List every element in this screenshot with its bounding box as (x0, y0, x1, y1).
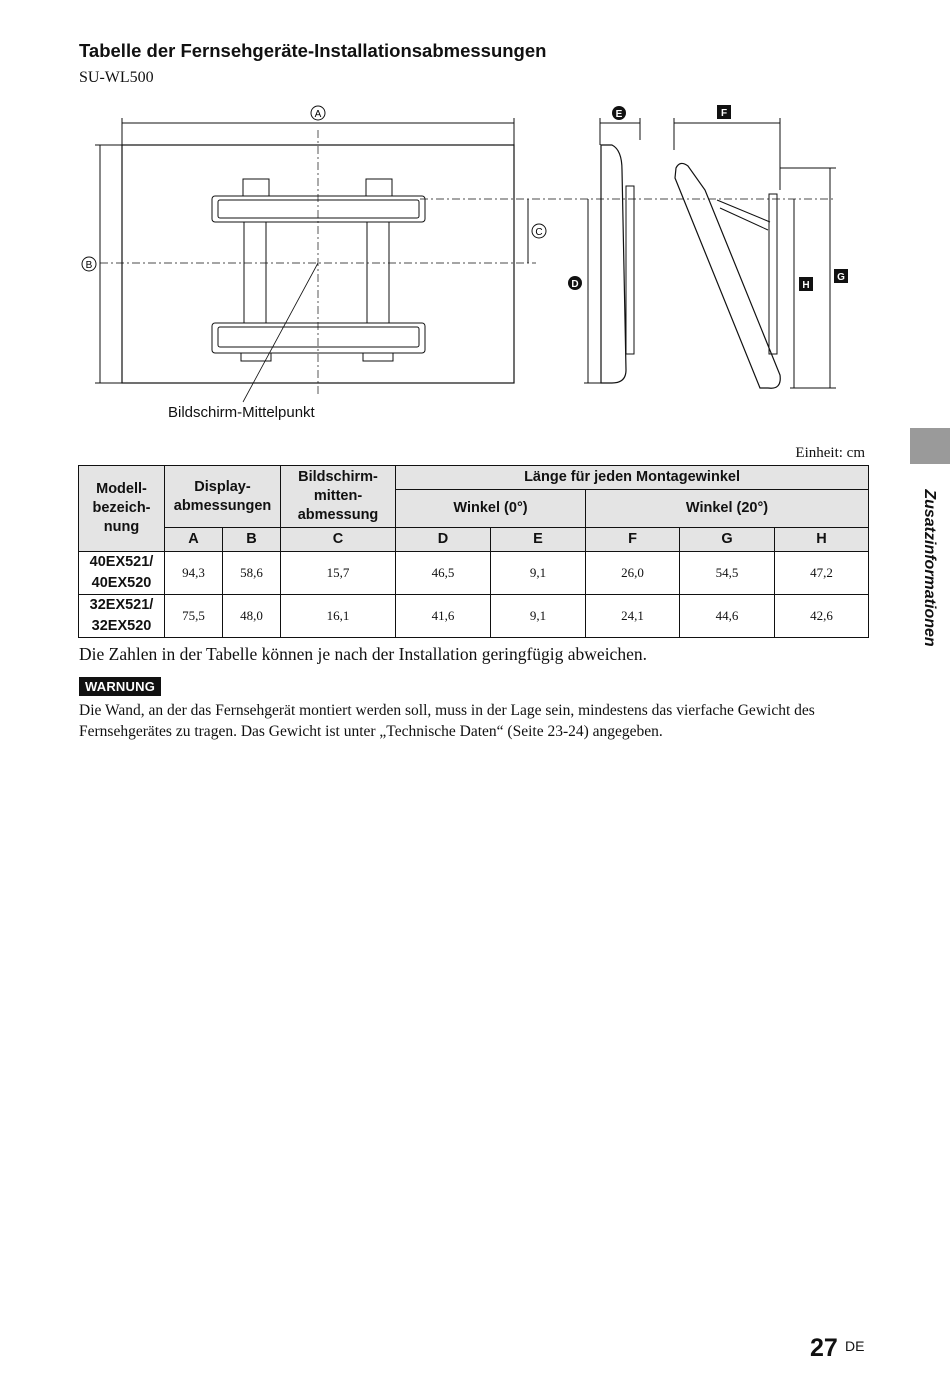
warning-text: Die Wand, an der das Fernsehgerät montiert werden soll, muss in der Lage sein, mindestens das vierfache Gewicht des Fernsehgerätes zu tragen. Das Gewicht ist unter „Technische Daten“ (Seite 23-24) angegeben. (79, 702, 815, 740)
label-b: B (85, 260, 93, 271)
header-letter-h: H (775, 528, 869, 552)
cell-a: 75,5 (165, 595, 223, 638)
cell-b: 48,0 (223, 595, 281, 638)
cell-g: 44,6 (680, 595, 775, 638)
unit-label: Einheit: cm (795, 445, 865, 461)
cell-e: 9,1 (491, 595, 586, 638)
center-label: Bildschirm-Mittelpunkt (168, 404, 315, 421)
label-f: F (720, 108, 728, 119)
dimensions-table (78, 465, 869, 638)
header-letter-a: A (165, 528, 223, 552)
header-letter-e: E (491, 528, 586, 552)
row-model: 32EX521/ 32EX520 (79, 595, 165, 638)
header-length: Länge für jeden Montagewinkel (396, 466, 869, 490)
page-title: Tabelle der Fernsehgeräte-Installationsabmessungen (79, 40, 547, 61)
table-note: Die Zahlen in der Tabelle können je nach der Installation geringfügig abweichen. (79, 644, 647, 664)
header-display: Display- abmessungen (165, 466, 281, 528)
page-number: 27 (810, 1334, 838, 1362)
page-language: DE (845, 1338, 865, 1354)
header-letter-b: B (223, 528, 281, 552)
label-a: A (314, 109, 322, 120)
installation-diagram (0, 95, 880, 430)
cell-f: 26,0 (586, 552, 680, 595)
cell-c: 16,1 (281, 595, 396, 638)
cell-c: 15,7 (281, 552, 396, 595)
row-model: 40EX521/ 40EX520 (79, 552, 165, 595)
label-g: G (837, 272, 845, 283)
cell-f: 24,1 (586, 595, 680, 638)
table-row (79, 595, 869, 638)
label-c: C (535, 227, 543, 238)
cell-g: 54,5 (680, 552, 775, 595)
cell-b: 58,6 (223, 552, 281, 595)
header-angle-0: Winkel (0°) (396, 490, 586, 528)
header-letter-c: C (281, 528, 396, 552)
header-letter-f: F (586, 528, 680, 552)
cell-e: 9,1 (491, 552, 586, 595)
header-center: Bildschirm- mitten- abmessung (281, 466, 396, 528)
tv-side-20 (675, 163, 780, 388)
warning-badge: WARNUNG (79, 677, 161, 696)
table-row (79, 552, 869, 595)
tv-side-0 (601, 145, 626, 383)
model-name: SU-WL500 (79, 69, 154, 86)
cell-h: 47,2 (775, 552, 869, 595)
label-h: H (802, 280, 810, 291)
header-angle-20: Winkel (20°) (586, 490, 869, 528)
cell-d: 46,5 (396, 552, 491, 595)
header-letter-d: D (396, 528, 491, 552)
header-model: Modell- bezeich- nung (79, 466, 165, 552)
cell-h: 42,6 (775, 595, 869, 638)
header-letter-g: G (680, 528, 775, 552)
section-tab-marker (910, 428, 950, 464)
cell-a: 94,3 (165, 552, 223, 595)
label-e: E (615, 109, 623, 120)
section-tab-label: Zusatzinformationen (921, 489, 938, 647)
label-d: D (571, 279, 579, 290)
cell-d: 41,6 (396, 595, 491, 638)
